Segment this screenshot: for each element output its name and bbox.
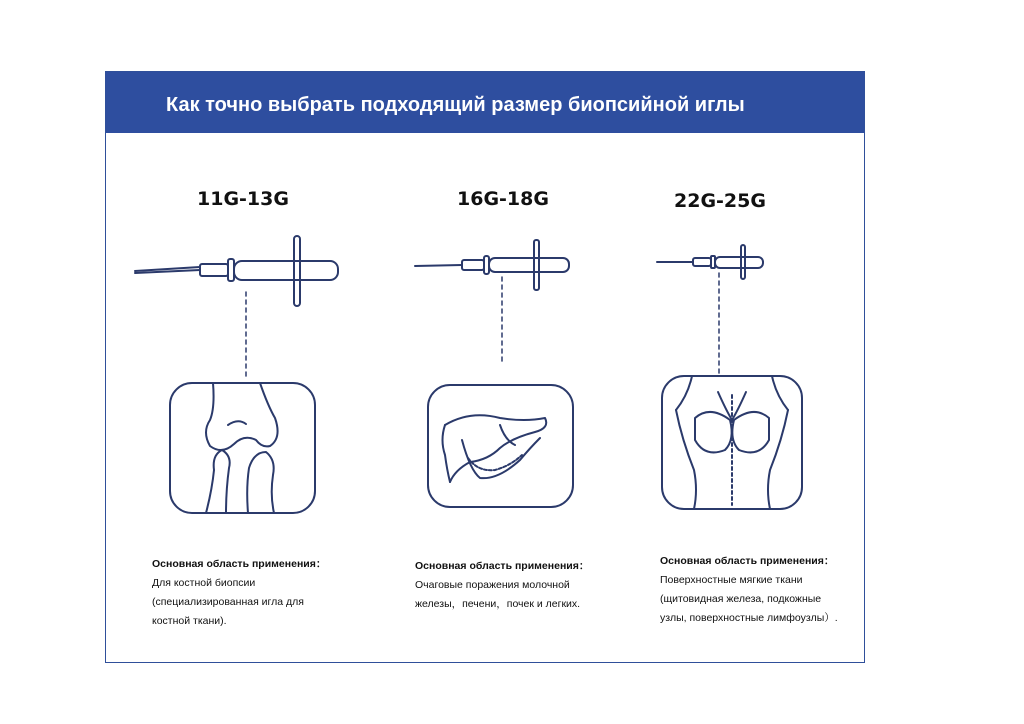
usage-line: (щитовидная железа, подкожные (660, 593, 822, 605)
usage-line: Поверхностные мягкие ткани (660, 574, 803, 586)
liver-pancreas-icon (428, 385, 573, 507)
gauge-label-medium: 16G-18G (457, 188, 549, 210)
biopsy-needle-medium-icon (415, 240, 569, 290)
usage-description-medium (415, 557, 589, 614)
usage-line: (специализированная игла для (152, 596, 304, 608)
usage-title: Основная область применения： (415, 560, 590, 572)
gauge-label-large: 11G-13G (197, 188, 289, 210)
biopsy-needle-small-icon (657, 245, 763, 279)
usage-description-large (152, 555, 326, 631)
biopsy-needle-large-icon (135, 236, 338, 306)
usage-title: Основная область применения： (152, 558, 327, 570)
usage-line: костной ткани). (152, 615, 227, 627)
usage-line: Для костной биопсии (152, 577, 256, 589)
chest-torso-icon (662, 376, 802, 509)
usage-description-small (660, 552, 838, 628)
knee-joint-icon (170, 383, 315, 513)
usage-title: Основная область применения： (660, 555, 835, 567)
usage-line: железы，печени，почек и легких. (415, 598, 581, 610)
page-title: Как точно выбрать подходящий размер биопсийной иглы (166, 94, 745, 116)
gauge-label-small: 22G-25G (674, 190, 766, 212)
usage-line: узлы, поверхностные лимфоузлы）. (660, 612, 838, 624)
usage-line: Очаговые поражения молочной (415, 579, 570, 591)
